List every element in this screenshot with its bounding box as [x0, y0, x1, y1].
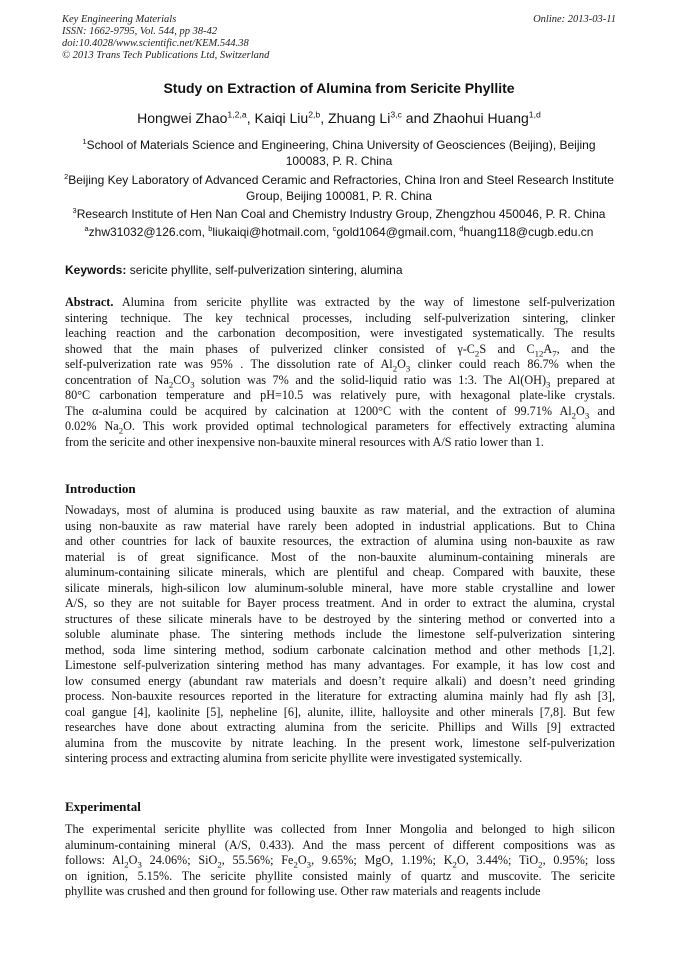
text-line: showed that the main phases of pulverized clinker consisted of $\gamma-C_2S$ and $C_{12}A_7$, and the [65, 341, 615, 358]
text-line: The experimental sericite phyllite was collected from Inner Mongolia and belonged to high silicon [65, 822, 615, 836]
text-line: phyllite was crushed and then ground for following use. Other raw materials and reagents include [65, 884, 541, 898]
email-separator: , [201, 225, 209, 239]
text-line: and other countries for lack of bauxite resources, the extraction of alumina using non-bauxite as raw [65, 534, 615, 548]
text-line: 0.02% $Na_2O$. This work provided optimal technological parameters for effectively extracting alumina [65, 419, 615, 436]
text-line: aluminum-containing mineral (A/S, 0.433). And the mass percent of different compositions was as [65, 837, 615, 852]
affiliation-2 [62, 173, 616, 204]
introduction-paragraph [65, 503, 615, 767]
experimental-heading: Experimental [65, 799, 141, 814]
author-name: Hongwei Zhao [137, 110, 228, 126]
text-line: process. Non-bauxite resources reported in the literature for extracting alumina mainly had fly ash [3], [65, 689, 615, 703]
text-line: follows: $Al_2O_3$ 24.06%; SiO$_2$, 55.56%; $Fe_2O_3$, 9.65%; MgO, 1.19%; $K_2O$, 3.44%; TiO$_2$, 0.95%; loss [65, 853, 615, 870]
text-line: using non-bauxite as raw material have rarely been adopted in industrial applications. But to China [65, 518, 615, 533]
text-line: on ignition, 5.15%. The sericite phyllite consisted mainly of quartz and muscovite. The sericite [65, 868, 615, 883]
author-affiliation-mark: 1,2,a [227, 109, 247, 120]
email-address[interactable]: zhw31032@126.com [88, 225, 202, 239]
experimental-paragraph [65, 822, 615, 900]
author-affiliation-mark: 1,d [528, 109, 541, 120]
text-line: low consumed energy (abundant raw materials and doesn’t require alkali) and doesn’t need grinding [65, 673, 615, 688]
text-line: 80°C carbonation temperature and pH=10.5 was relatively pure, with hexagonal plate-like crystals. [65, 388, 615, 402]
text-line: coal gangue [4], kaolinite [5], nepheline [6], alunite, illite, halloysite and other minerals [7,8]. But few [65, 704, 615, 719]
journal-name: Key Engineering Materials [62, 14, 177, 25]
affiliation-number: 1 [82, 137, 87, 146]
email-address[interactable]: liukaiqi@hotmail.com [212, 225, 326, 239]
issn-line: ISSN: 1662-9795, Vol. 544, pp 38-42 [62, 26, 218, 37]
email-mark: c [332, 224, 337, 233]
author-affiliation-mark: 2,b [308, 109, 321, 120]
affiliation-number: 3 [72, 206, 77, 215]
journal-header [62, 14, 269, 62]
email-address[interactable]: gold1064@gmail.com [336, 225, 453, 239]
author-separator: , [246, 110, 255, 126]
text-line: from the sericite and other inexpensive non-bauxite mineral resources with A/S ratio lower than 1. [65, 434, 544, 449]
affiliation-number: 2 [64, 172, 69, 181]
affiliation-3 [62, 207, 616, 223]
email-mark: a [84, 224, 89, 233]
text-line: Nowadays, most of alumina is produced using bauxite as raw material, and the extraction of alumina [65, 503, 615, 517]
text-line: Abstract. Alumina from sericite phyllite was extracted by the way of limestone self-pulverization [65, 295, 615, 309]
paper-title: Study on Extraction of Alumina from Sericite Phyllite [163, 80, 515, 96]
affiliation-text: School of Materials Science and Engineering, China University of Geosciences (Beijing), Beijing 100083, P. R. China [86, 138, 596, 168]
text-line: A/S, so they are not suitable for Bayer process treatment. And in order to extract the alumina, crystal [65, 596, 615, 610]
email-list [62, 225, 616, 241]
text-line: concentration of $Na_2CO_3$ solution was 7% and the solid-liquid ratio was 1:3. The $Al(OH)_3$ prepared at [65, 372, 615, 389]
author-name: Zhaohui Huang [433, 110, 529, 126]
affiliation-text: Beijing Key Laboratory of Advanced Ceramic and Refractories, China Iron and Steel Research Institute Group, Beijing 100081, P. R. China [68, 173, 614, 203]
text-line: method, soda lime sintering method, sodium carbonate calcination method and other methods [1,2]. [65, 642, 615, 657]
abstract-label: Abstract. [65, 295, 114, 309]
text-line: alumina from the muscovite by nitrate leaching. In the present work, limestone self-pulverization [65, 735, 615, 750]
introduction-heading: Introduction [65, 481, 136, 496]
email-mark: b [208, 224, 213, 233]
author-name: Zhuang Li [328, 110, 391, 126]
author-separator: and [401, 110, 434, 126]
keywords-label: Keywords: [65, 263, 127, 277]
text-line: sintering process and extracting alumina from sericite phyllite were investigated systemically. [65, 751, 523, 765]
text-line: material is of great significance. Most of the non-bauxite aluminum-containing minerals are [65, 549, 615, 564]
text-line: self-pulverization rate was 95% . The dissolution rate of $Al_2O_3$ clinker could reach 86.7% when the [65, 357, 616, 374]
keywords-line [65, 263, 403, 277]
email-separator: , [452, 225, 460, 239]
text-line: structures of these silicate minerals have to be destroyed by the sintering method or converted into a [65, 611, 615, 626]
text-line: Limestone self-pulverization sintering method has many advantages. For example, it has low cost and [65, 658, 615, 672]
abstract-paragraph [65, 295, 615, 450]
text-line: sintering technique. The key technical processes, including self-pulverization sintering, clinker [65, 310, 615, 325]
doi-line[interactable]: doi:10.4028/www.scientific.net/KEM.544.38 [62, 38, 249, 49]
author-separator: , [320, 110, 329, 126]
author-list [62, 110, 616, 126]
copyright-line: © 2013 Trans Tech Publications Ltd, Switzerland [62, 50, 270, 61]
text-line: researches have done about extracting alumina from the sericite. Phillips and Wills [9] extracted [65, 720, 615, 734]
email-mark: d [459, 224, 464, 233]
email-address[interactable]: huang118@cugb.edu.cn [463, 225, 594, 239]
author-name: Kaiqi Liu [254, 110, 309, 126]
text-line: silicate minerals, high-silicon low aluminum-soluble mineral, have more stable crystalline and lower [65, 580, 615, 595]
affiliation-text: Research Institute of Hen Nan Coal and Chemistry Industry Group, Zhengzhou 450046, P. R. China [76, 207, 606, 221]
keywords-text: sericite phyllite, self-pulverization sintering, alumina [129, 263, 403, 277]
email-separator: , [325, 225, 333, 239]
text-line: aluminum-containing silicate minerals, which are plentiful and cheap. Compared with bauxite, these [65, 565, 615, 579]
text-line: The α-alumina could be acquired by calcination at 1200°C with the content of 99.71% $Al_2O_3$ and [65, 403, 615, 420]
text-line: leaching reaction and the carbonation decomposition, were investigated systematically. The results [65, 326, 615, 340]
author-affiliation-mark: 3,c [390, 109, 402, 120]
online-date: Online: 2013-03-11 [533, 14, 616, 25]
text-line: soluble aluminate phase. The sintering methods include the limestone self-pulverization sintering [65, 627, 615, 641]
affiliation-1 [62, 138, 616, 169]
